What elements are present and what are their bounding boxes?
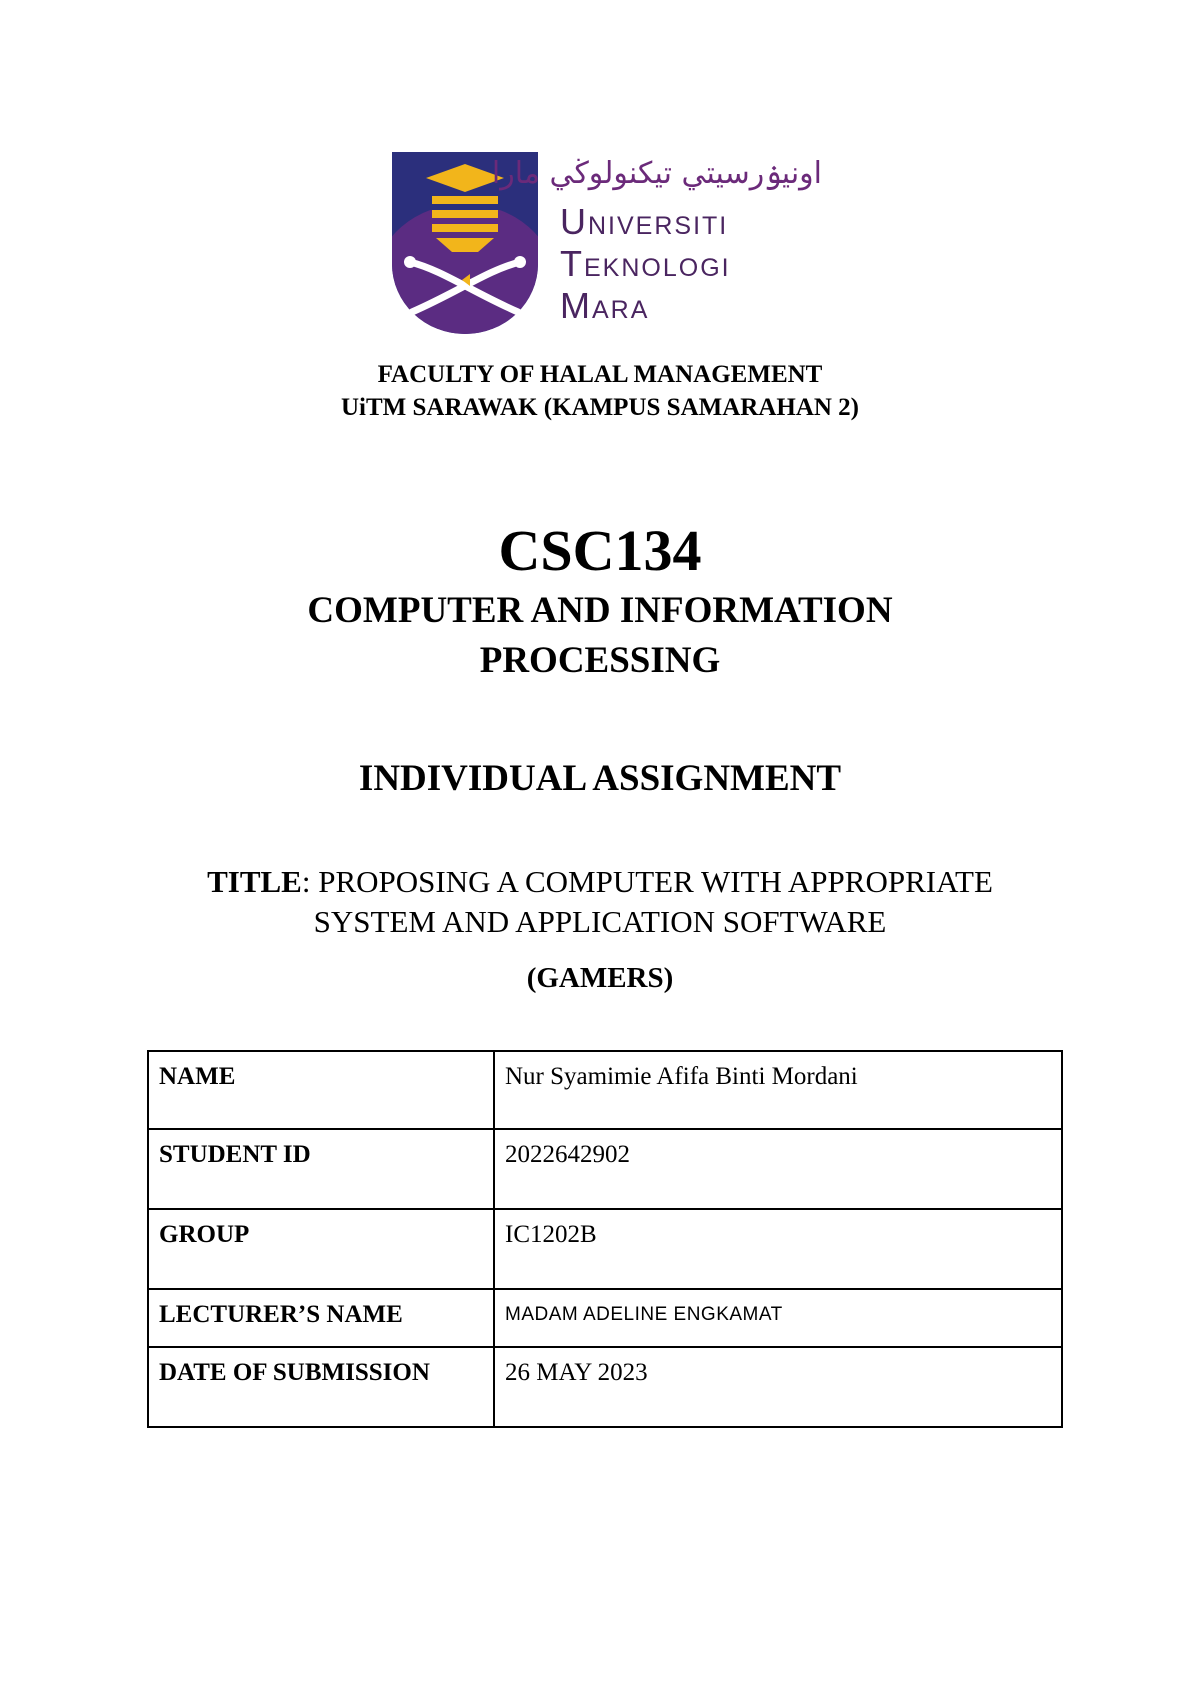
- row-label: STUDENT ID: [148, 1129, 494, 1209]
- row-value: 2022642902: [494, 1129, 1062, 1209]
- table-row: [148, 1289, 1062, 1347]
- student-info-table: [147, 1050, 1063, 1428]
- course-name: [0, 586, 1200, 686]
- faculty-name: FACULTY OF HALAL MANAGEMENT: [377, 361, 823, 388]
- logo-jawi-text: اونيۏرسيتي تيكنولوڬي مارا: [491, 156, 822, 191]
- logo-line-universiti: Universiti: [560, 201, 729, 242]
- course-name-line-1: COMPUTER AND INFORMATION: [307, 590, 893, 631]
- course-name-line-2: PROCESSING: [479, 640, 721, 681]
- logo-wordmark: [491, 152, 832, 334]
- row-value: 26 MAY 2023: [494, 1347, 1062, 1427]
- table-row: [148, 1129, 1062, 1209]
- faculty-heading: [0, 358, 1200, 424]
- assignment-type: INDIVIDUAL ASSIGNMENT: [358, 758, 842, 799]
- table-row: [148, 1209, 1062, 1289]
- logo-line-mara: Mara: [560, 285, 650, 326]
- campus-name: UiTM SARAWAK (KAMPUS SAMARAHAN 2): [340, 394, 860, 421]
- assignment-title: [0, 862, 1200, 942]
- row-value: IC1202B: [494, 1209, 1062, 1289]
- uitm-logo: [392, 152, 832, 334]
- row-value: Nur Syamimie Afifa Binti Mordani: [494, 1051, 1062, 1129]
- assignment-category: (GAMERS): [526, 962, 674, 994]
- course-code: CSC134: [498, 518, 702, 583]
- table-row: [148, 1051, 1062, 1129]
- logo-line-teknologi: Teknologi: [560, 243, 731, 284]
- row-value: MADAM ADELINE ENGKAMAT: [494, 1289, 1062, 1347]
- row-label: GROUP: [148, 1209, 494, 1289]
- table-row: [148, 1347, 1062, 1427]
- row-label: DATE OF SUBMISSION: [148, 1347, 494, 1427]
- row-label: LECTURER’S NAME: [148, 1289, 494, 1347]
- title-label: TITLE: [207, 864, 302, 899]
- title-line-1: : PROPOSING A COMPUTER WITH APPROPRIATE: [301, 864, 993, 899]
- row-label: NAME: [148, 1051, 494, 1129]
- title-line-2: SYSTEM AND APPLICATION SOFTWARE: [313, 904, 887, 939]
